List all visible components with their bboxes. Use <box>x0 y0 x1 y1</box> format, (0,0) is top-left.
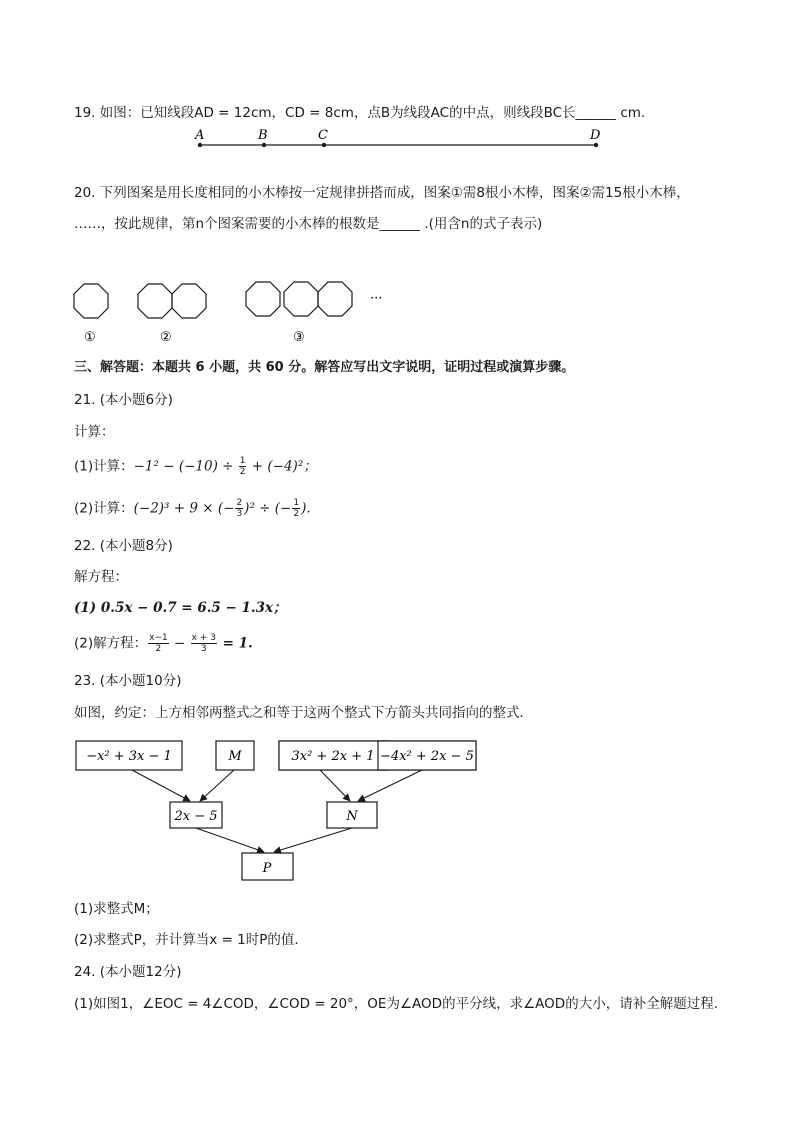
pattern3-octagon-2 <box>284 282 318 316</box>
q19-segment-figure <box>190 126 610 154</box>
q21-p1-expr-a: −1² − (−10) ÷ <box>133 458 238 475</box>
q21-part2 <box>74 498 311 519</box>
q22-p2-suffix: = 1. <box>217 635 253 652</box>
q21-p1-fraction: $\frac{1}{2}$ <box>239 456 246 477</box>
q21-p2-prefix: (2)计算： <box>74 500 134 517</box>
point-b-label: B <box>258 128 268 143</box>
box-bottom-text: P <box>262 861 272 876</box>
q22-part1: (1) 0.5x − 0.7 = 6.5 − 1.3x； <box>74 600 287 616</box>
point-d-label: D <box>590 128 601 143</box>
q22-header: 22. (本小题8分) <box>74 538 173 554</box>
q24-header: 24. (本小题12分) <box>74 964 182 980</box>
q23-intro: 如图，约定：上方相邻两整式之和等于这两个整式下方箭头共同指向的整式． <box>74 705 533 721</box>
box-top-3-text: 3x² + 2x + 1 <box>291 749 375 764</box>
box-top-4-text: −4x² + 2x − 5 <box>380 749 474 764</box>
arrow-top1-mid1 <box>132 770 190 801</box>
pattern2-octagon-1 <box>138 284 172 318</box>
q23-diagram <box>60 735 490 885</box>
box-mid-2-text: N <box>346 809 358 824</box>
arrow-top4-mid2 <box>358 770 422 801</box>
pattern2-label: ② <box>160 330 172 345</box>
point-c-label: C <box>318 128 328 143</box>
q20-octagon-patterns <box>60 270 400 350</box>
pattern3-octagon-3 <box>318 282 352 316</box>
q23-part2: (2)求整式P，并计算当x = 1时P的值． <box>74 932 308 948</box>
q21-p1-expr-b: + (−4)²； <box>247 458 317 475</box>
arrow-mid1-bottom <box>196 828 264 852</box>
q24-part1: (1)如图1，∠EOC = 4∠COD，∠COD = 20°，OE为∠AOD的平分线，求∠AOD的大小，请补全解题过程． <box>74 996 728 1012</box>
arrow-top2-mid1 <box>200 770 234 801</box>
q22-p2-prefix: (2)解方程： <box>74 635 148 652</box>
q21-part1 <box>74 456 317 477</box>
ellipsis-text: ··· <box>370 291 383 306</box>
q21-p2-expr-a: (−2)³ + 9 × (− <box>133 500 235 517</box>
arrow-top3-mid2 <box>320 770 350 801</box>
q21-p2-fraction1: $\frac{2}{3}$ <box>236 498 243 519</box>
q21-intro: 计算： <box>74 424 115 440</box>
arrow-mid2-bottom <box>274 828 352 852</box>
q22-p2-fraction1: $\frac{x-1}{2}$ <box>149 633 168 654</box>
box-top-2-text: M <box>228 749 242 764</box>
pattern3-octagon-1 <box>246 282 280 316</box>
q20-text-line1: 20. 下列图案是用长度相同的小木棒按一定规律拼搭而成，图案①需8根小木棒，图案②需15根小木棒， <box>74 185 690 201</box>
q22-part2 <box>74 633 253 654</box>
q22-p2-minus: − <box>169 635 190 652</box>
point-a-label: A <box>195 128 205 143</box>
q21-p2-fraction2: $\frac{1}{2}$ <box>293 498 300 519</box>
q23-part1: (1)求整式M； <box>74 901 159 917</box>
pattern3-label: ③ <box>293 330 305 345</box>
q22-intro: 解方程： <box>74 569 128 585</box>
box-top-1-text: −x² + 3x − 1 <box>86 749 172 764</box>
q19-text: 19. 如图：已知线段AD = 12cm，CD = 8cm，点B为线段AC的中点，则线段BC长______ cm. <box>74 105 646 121</box>
q21-p2-expr-c: ). <box>301 500 311 517</box>
q21-p1-prefix: (1)计算： <box>74 458 134 475</box>
q23-header: 23. (本小题10分) <box>74 673 182 689</box>
box-mid-1-text: 2x − 5 <box>174 809 218 824</box>
q21-header: 21. (本小题6分) <box>74 392 173 408</box>
q21-p2-expr-b: )² ÷ (− <box>244 500 292 517</box>
q20-text-line2: ……，按此规律，第n个图案需要的小木棒的根数是______ .(用含n的式子表示) <box>74 216 543 232</box>
pattern2-octagon-2 <box>172 284 206 318</box>
q22-p2-fraction2: $\frac{x + 3}{3}$ <box>191 633 216 654</box>
section-3-header: 三、解答题：本题共 6 小题，共 60 分。解答应写出文字说明，证明过程或演算步骤。 <box>74 360 575 375</box>
pattern1-label: ① <box>84 330 96 345</box>
pattern1-octagon <box>74 284 108 318</box>
